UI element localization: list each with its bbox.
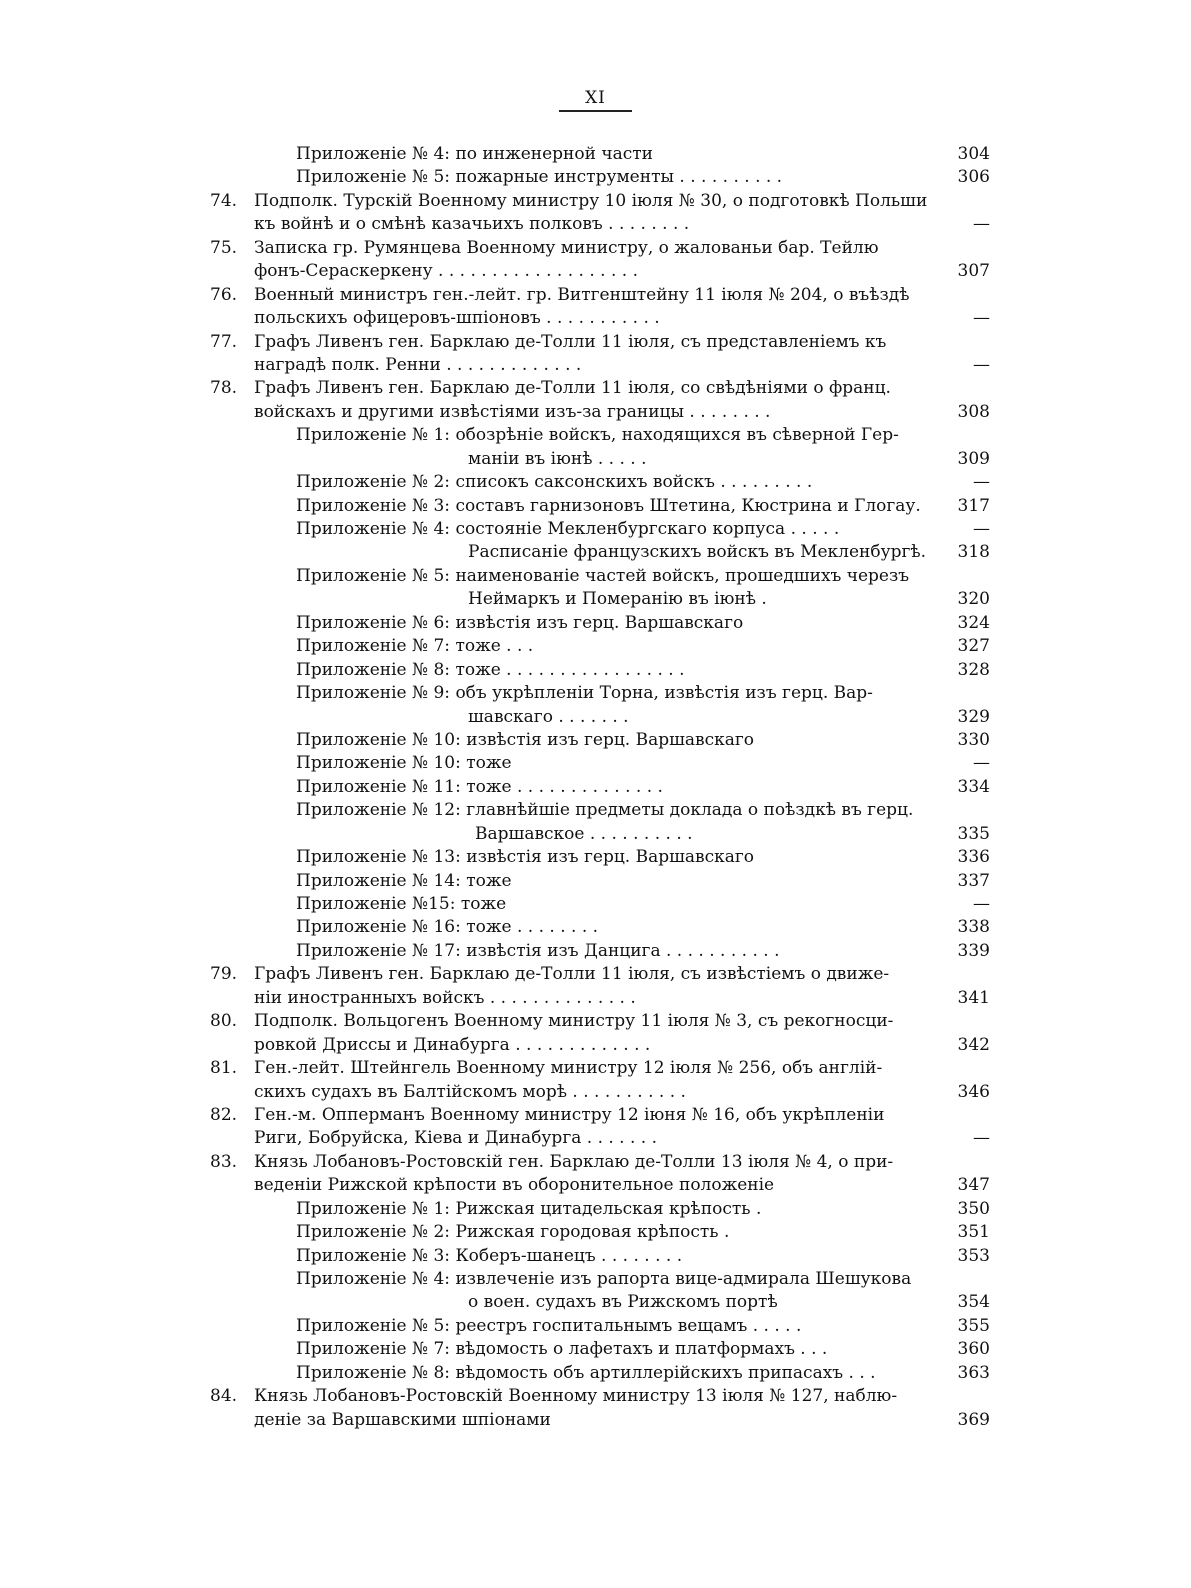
toc-line	[210, 1338, 990, 1361]
entry-text: ровкой Дриссы и Динабурга . . . . . . . . . . . . .	[254, 1034, 651, 1055]
toc-line	[210, 963, 990, 986]
toc-line	[210, 1268, 990, 1291]
entry-number: 81.	[210, 1058, 238, 1079]
toc-line	[210, 776, 990, 799]
entry-text: Риги, Бобруйска, Кiева и Динабурга . . . . . . .	[254, 1128, 658, 1149]
entry-text: Военный министръ ген.-лейт. гр. Витгенштейну 11 iюля № 204, о въѣздѣ	[254, 284, 910, 305]
toc-line	[210, 143, 990, 166]
entry-text: польскихъ офицеровъ-шпiоновъ . . . . . . . . . . .	[254, 308, 660, 329]
toc-line	[210, 307, 990, 330]
toc-line	[210, 1385, 990, 1408]
entry-text: Записка гр. Румянцева Военному министру, о жалованьи бар. Тейлю	[254, 237, 879, 258]
entry-number: 75.	[210, 237, 238, 258]
entry-page: 324	[957, 612, 990, 633]
entry-page: 309	[957, 448, 990, 469]
toc-line	[210, 799, 990, 822]
entry-number: 82.	[210, 1104, 238, 1125]
entry-text: Приложенiе № 4: извлеченiе изъ рапорта вице-адмирала Шешукова	[296, 1269, 912, 1289]
entry-page: —	[973, 472, 990, 493]
entry-page: 342	[957, 1034, 990, 1055]
toc-line	[210, 213, 990, 236]
entry-page: 330	[957, 729, 990, 750]
entry-text: скихъ судахъ въ Балтiйскомъ морѣ . . . . . . . . . . .	[254, 1081, 686, 1102]
entry-page: 339	[957, 940, 990, 961]
entry-page: 307	[957, 261, 990, 282]
toc-line	[210, 1291, 990, 1314]
entry-text: Приложенiе № 10: извѣстiя изъ герц. Варшавскаго	[296, 729, 755, 750]
toc-line	[210, 541, 990, 564]
toc-line	[210, 987, 990, 1010]
entry-text: Приложенiе №15: тоже	[296, 894, 507, 914]
entry-page: 328	[957, 659, 990, 680]
entry-text: войскахъ и другими извѣстiями изъ-за границы . . . . . . . .	[254, 401, 771, 422]
toc-line	[210, 588, 990, 611]
toc-line	[210, 635, 990, 658]
toc-line	[210, 823, 990, 846]
entry-text: денiе за Варшавскими шпiонами	[254, 1409, 551, 1430]
toc-line	[210, 448, 990, 471]
toc-line	[210, 1034, 990, 1057]
entry-page: 369	[957, 1409, 990, 1430]
entry-text: Приложенiе № 11: тоже . . . . . . . . . . . . . .	[296, 776, 663, 797]
entry-page: 360	[957, 1339, 990, 1360]
toc-line	[210, 893, 990, 916]
toc-line	[210, 495, 990, 518]
entry-page: 304	[957, 144, 990, 164]
toc-line	[210, 565, 990, 588]
entry-number: 78.	[210, 378, 238, 399]
entry-page: 354	[957, 1292, 990, 1313]
toc-line	[210, 1409, 990, 1432]
entry-page: —	[973, 519, 990, 539]
entry-page: 363	[957, 1362, 990, 1383]
entry-text: Приложенiе № 3: Коберъ-шанецъ . . . . . . . .	[296, 1245, 683, 1266]
toc-line	[210, 612, 990, 635]
entry-number: 77.	[210, 331, 238, 352]
toc-line	[210, 1315, 990, 1338]
toc-line	[210, 846, 990, 869]
entry-page: 334	[957, 776, 990, 797]
entry-page: 341	[957, 987, 990, 1008]
entry-page: 336	[957, 847, 990, 868]
entry-text: наградѣ полк. Ренни . . . . . . . . . . . . .	[254, 354, 582, 375]
toc-line	[210, 166, 990, 189]
entry-page: 320	[957, 589, 990, 610]
entry-text: Приложенiе № 9: объ укрѣпленiи Торна, извѣстiя изъ герц. Вар-	[296, 683, 873, 704]
toc-line	[210, 1081, 990, 1104]
entry-text: Приложенiе № 1: Рижская цитадельская крѣпость .	[296, 1198, 762, 1219]
entry-text: Варшавское . . . . . . . . . .	[475, 823, 693, 844]
entry-page: 353	[957, 1245, 990, 1266]
entry-page: 351	[957, 1222, 990, 1243]
entry-page: —	[973, 1128, 990, 1149]
toc-line	[210, 940, 990, 963]
entry-text: Приложенiе № 8: тоже . . . . . . . . . . . . . . . . .	[296, 659, 685, 680]
entry-text: Приложенiе № 5: пожарные инструменты . . . . . . . . . .	[296, 167, 783, 188]
toc-line	[210, 916, 990, 939]
entry-page: —	[973, 214, 990, 235]
entry-page: 355	[957, 1315, 990, 1336]
entry-text: Приложенiе № 5: наименованiе частей войскъ, прошедшихъ черезъ	[296, 565, 910, 586]
toc-line	[210, 706, 990, 729]
toc-line	[210, 260, 990, 283]
entry-text: Подполк. Вольцогенъ Военному министру 11 iюля № 3, съ рекогносци-	[254, 1011, 894, 1032]
toc-line	[210, 659, 990, 682]
entry-text: къ войнѣ и о смѣнѣ казачьихъ полковъ . . . . . . . .	[254, 214, 690, 235]
entry-page: 335	[957, 823, 990, 844]
toc-line	[210, 354, 990, 377]
entry-page: 350	[957, 1198, 990, 1219]
entry-text: Приложенiе № 7: тоже . . .	[296, 636, 534, 657]
entry-text: нiи иностранныхъ войскъ . . . . . . . . . . . . . .	[254, 987, 636, 1008]
toc-line	[210, 471, 990, 494]
entry-text: Подполк. Турскiй Военному министру 10 iюля № 30, о подготовкѣ Польши	[254, 190, 928, 211]
toc-line	[210, 190, 990, 213]
entry-number: 80.	[210, 1011, 238, 1032]
entry-page: 317	[957, 495, 990, 516]
toc-line	[210, 1245, 990, 1268]
toc-line	[210, 729, 990, 752]
table-of-contents	[210, 143, 990, 1432]
entry-text: Приложенiе № 2: списокъ саксонскихъ войскъ . . . . . . . . .	[296, 472, 813, 493]
toc-line	[210, 1010, 990, 1033]
entry-number: 79.	[210, 964, 238, 985]
entry-text: Приложенiе № 1: обозрѣнiе войскъ, находящихся въ сѣверной Гер-	[296, 425, 899, 446]
entry-text: о воен. судахъ въ Рижскомъ портѣ	[468, 1292, 778, 1313]
entry-text: Приложенiе № 3: составъ гарнизоновъ Штетина, Кюстрина и Глогау.	[296, 495, 921, 516]
toc-line	[210, 1362, 990, 1385]
entry-page: 338	[957, 917, 990, 938]
entry-text: Приложенiе № 16: тоже . . . . . . . .	[296, 917, 599, 938]
entry-page: —	[973, 753, 990, 774]
toc-line	[210, 1174, 990, 1197]
toc-line	[210, 1198, 990, 1221]
entry-number: 83.	[210, 1151, 238, 1172]
entry-number: 76.	[210, 284, 238, 305]
page-number-roman: XI	[559, 88, 632, 112]
entry-text: Приложенiе № 6: извѣстiя изъ герц. Варшавскаго	[296, 612, 744, 633]
entry-text: Князь Лобановъ-Ростовскiй Военному министру 13 iюля № 127, наблю-	[254, 1386, 898, 1407]
entry-text: Приложенiе № 13: извѣстiя изъ герц. Варшавскаго	[296, 847, 755, 868]
toc-line	[210, 518, 990, 541]
entry-page: 337	[957, 870, 990, 891]
entry-text: манiи въ iюнѣ . . . . .	[468, 448, 647, 469]
entry-page: 346	[957, 1081, 990, 1102]
toc-line	[210, 237, 990, 260]
entry-page: —	[973, 308, 990, 329]
toc-line	[210, 424, 990, 447]
entry-text: веденiи Рижской крѣпости въ оборонительное положенiе	[254, 1175, 775, 1196]
toc-line	[210, 331, 990, 354]
toc-line	[210, 377, 990, 400]
page-header	[0, 88, 1191, 112]
entry-text: Приложенiе № 5: реестръ госпитальнымъ вещамъ . . . . .	[296, 1315, 802, 1336]
toc-line	[210, 1104, 990, 1127]
entry-page: —	[973, 354, 990, 375]
entry-page: 308	[957, 401, 990, 422]
entry-page: —	[973, 894, 990, 914]
entry-page: 329	[957, 706, 990, 727]
entry-text: Графъ Ливенъ ген. Барклаю де-Толли 11 iюля, со свѣдѣнiями о франц.	[254, 378, 891, 399]
entry-page: 327	[957, 636, 990, 657]
entry-text: Приложенiе № 8: вѣдомость объ артиллерiйскихъ припасахъ . . .	[296, 1362, 876, 1383]
entry-text: Приложенiе № 4: состоянiе Мекленбургскаго корпуса . . . . .	[296, 519, 840, 539]
entry-text: Приложенiе № 2: Рижская городовая крѣпость .	[296, 1222, 730, 1243]
entry-page: 306	[957, 167, 990, 188]
toc-line	[210, 1057, 990, 1080]
entry-text: Приложенiе № 7: вѣдомость о лафетахъ и платформахъ . . .	[296, 1339, 828, 1360]
entry-text: Графъ Ливенъ ген. Барклаю де-Толли 11 iюля, съ извѣстiемъ о движе-	[254, 964, 890, 985]
entry-text: Приложенiе № 12: главнѣйшiе предметы доклада о поѣздкѣ въ герц.	[296, 800, 914, 821]
entry-text: Приложенiе № 4: по инженерной части	[296, 144, 653, 164]
entry-text: Ген.-лейт. Штейнгель Военному министру 12 iюля № 256, объ англiй-	[254, 1058, 883, 1079]
toc-line	[210, 752, 990, 775]
entry-number: 84.	[210, 1386, 238, 1407]
entry-text: Расписанiе французскихъ войскъ въ Мекленбургѣ.	[468, 542, 927, 563]
entry-text: шавскаго . . . . . . .	[468, 706, 629, 727]
entry-text: Приложенiе № 14: тоже	[296, 870, 512, 891]
toc-line	[210, 870, 990, 893]
entry-text: Ген.-м. Опперманъ Военному министру 12 iюня № 16, объ укрѣпленiи	[254, 1104, 885, 1125]
toc-line	[210, 1127, 990, 1150]
toc-line	[210, 682, 990, 705]
entry-text: Графъ Ливенъ ген. Барклаю де-Толли 11 iюля, съ представленiемъ къ	[254, 331, 887, 352]
entry-page: 318	[957, 542, 990, 563]
entry-text: Неймаркъ и Померанiю въ iюнѣ .	[468, 589, 767, 610]
entry-text: Приложенiе № 10: тоже	[296, 753, 512, 774]
toc-line	[210, 1221, 990, 1244]
entry-text: фонъ-Сераскеркену . . . . . . . . . . . . . . . . . . .	[254, 261, 638, 282]
entry-text: Приложенiе № 17: извѣстiя изъ Данцига . . . . . . . . . . .	[296, 940, 780, 961]
toc-line	[210, 401, 990, 424]
entry-page: 347	[957, 1175, 990, 1196]
toc-line	[210, 284, 990, 307]
entry-number: 74.	[210, 190, 238, 211]
toc-line	[210, 1151, 990, 1174]
entry-text: Князь Лобановъ-Ростовскiй ген. Барклаю де-Толли 13 iюля № 4, о при-	[254, 1151, 894, 1172]
